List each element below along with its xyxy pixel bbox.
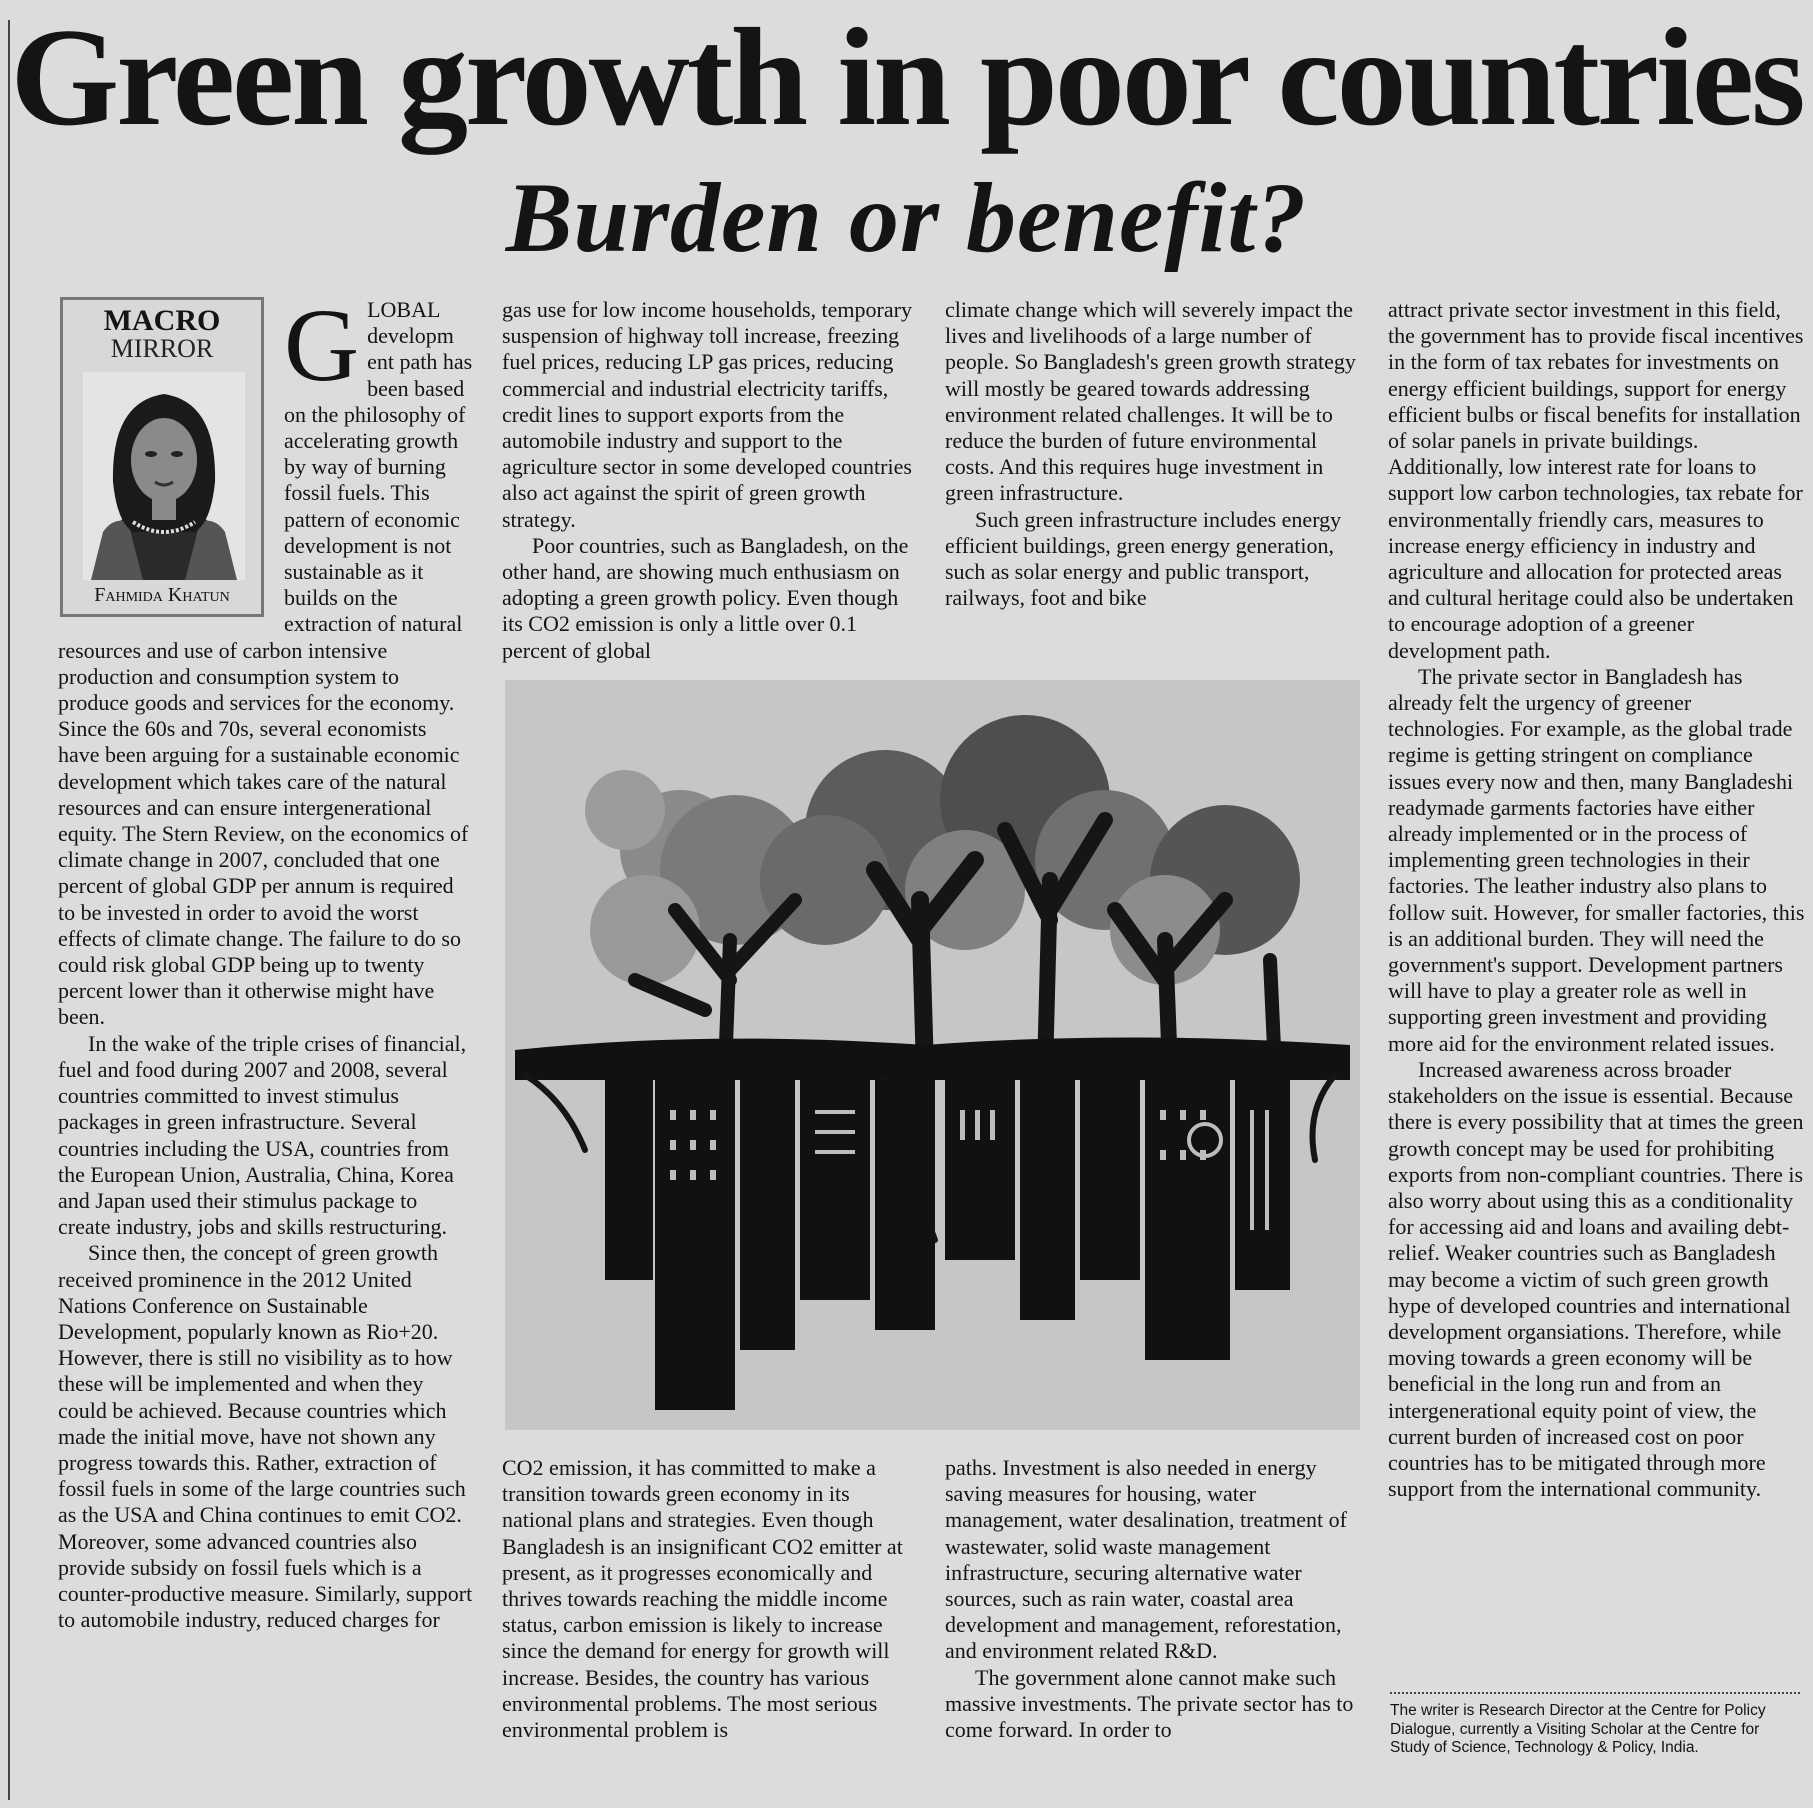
col4-paragraph-3: Increased awareness across broader stakeholders on the issue is essential. Because there is every possibility that at times the green growth concept may be used for prohibiting exports from non-compliant countries. There is also worry about using this as a conditionality for accessing aid and loans and availing debt-relief. Weaker countries such as Bangladesh may become a victim of such green growth hype of developed countries and international development organsiations. Therefore, while moving towards a green economy will be beneficial in the long run and from an intergenerational equity point of view, the current burden of increased cost on poor countries has to be mitigated through more support from the international community.: [1388, 1056, 1804, 1502]
col4-paragraph-2: The private sector in Bangladesh has already felt the urgency of greener technologies. For example, as the global trade regime is getting stringent on compliance issues every now and then, many Bangladeshi readymade garments factories have either already implemented or in the process of implementing green technologies in their factories. The leather industry also plans to follow suit. However, for smaller factories, this is an additional burden. They will need the government's support. Development partners will have to play a greater role as well in supporting green investment and providing more aid for the environment related issues.: [1388, 663, 1805, 1056]
col3-bottom-paragraph-2: The government alone cannot make such massive investments. The private sector has to come forward. In order to: [945, 1664, 1354, 1743]
left-column-rule: [8, 20, 10, 1800]
column-3-bottom: [945, 1455, 1365, 1743]
writer-note-divider: [1390, 1692, 1800, 1694]
col3-top-paragraph-2: Such green infrastructure includes energy efficient buildings, green energy generation, such as solar energy and public transport, railways, foot and bike: [945, 506, 1342, 611]
column-2-top: [502, 297, 922, 664]
col1-paragraph-3: Since then, the concept of green growth received prominence in the 2012 United Nations Conference on Sustainable Development, popularly known as Rio+20. However, there is still no visibility as to how these will be implemented and when they could be achieved. Because countries which made the initial move, have not shown any progress towards this. Rather, extraction of fossil fuels in some of the large countries such as the USA and China continues to emit CO2. Moreover, some advanced countries also provide subsidy on fossil fuels which is a counter-productive measure. Similarly, support to automobile industry, reduced charges for: [58, 1240, 473, 1633]
drop-cap: G: [284, 288, 360, 403]
headline: Green growth in poor countries: [10, 0, 1803, 155]
column-2-bottom: [502, 1455, 922, 1743]
illustration-trees-and-city: [505, 680, 1360, 1430]
byline-float-spacer: [58, 297, 284, 617]
column-1: [58, 288, 473, 1633]
author-name: Fahmida Khatun: [94, 584, 230, 606]
col4-paragraph-1: attract private sector investment in this field, the government has to provide fiscal incentives in the form of tax rebates for investments on energy efficient buildings, support for energy efficient bulbs or fiscal benefits for installation of solar panels in private buildings. Additionally, low interest rate for loans to support low carbon technologies, tax rebate for environmentally friendly cars, measures to increase energy efficiency in industry and agriculture and allocation for protected areas and cultural heritage could also be undertaken to encourage adoption of a greener development path.: [1388, 297, 1804, 663]
col1-paragraph-2: In the wake of the triple crises of financial, fuel and food during 2007 and 2008, several countries committed to invest stimulus packages in green infrastructure. Several countries including the USA, countries from the European Union, Australia, China, Korea and Japan used their stimulus package to create industry, jobs and skills restructuring.: [58, 1030, 467, 1240]
trees-over-inverted-city-illustration: [505, 680, 1360, 1430]
column-title: MACRO: [103, 304, 221, 337]
column-4: [1388, 297, 1806, 1502]
writer-note: The writer is Research Director at the Centre for Policy Dialogue, currently a Visiting Scholar at the Centre for Study of Science, Technology & Policy, India.: [1390, 1702, 1766, 1756]
subheadline: Burden or benefit?: [505, 162, 1308, 273]
col2-top-paragraph-1: gas use for low income households, temporary suspension of highway toll increase, freezing fuel prices, reducing LP gas prices, reducing commercial and industrial electricity tariffs, credit lines to support exports from the automobile industry and support to the agriculture sector in some developed countries also act against the spirit of green growth strategy.: [502, 297, 912, 532]
col2-bottom-paragraph: CO2 emission, it has committed to make a transition towards green economy in its national plans and strategies. Even though Bangladesh is an insignificant CO2 emitter at present, as it progresses economically and thrives towards reaching the middle income status, carbon emission is likely to increase since the demand for energy for growth will increase. Besides, the country has various environmental problems. The most serious environmental problem is: [502, 1455, 903, 1743]
col2-top-paragraph-2: Poor countries, such as Bangladesh, on the other hand, are showing much enthusiasm on adopting a green growth policy. Even though its CO2 emission is only a little over 0.1 percent of global: [502, 532, 909, 663]
col3-bottom-paragraph-1: paths. Investment is also needed in energy saving measures for housing, water management, water desalination, treatment of wastewater, solid waste management infrastructure, securing alternative water sources, such as rain water, coastal area development and management, reforestation, and environment related R&D.: [945, 1455, 1347, 1664]
col3-top-paragraph-1: climate change which will severely impact the lives and livelihoods of a large number of people. So Bangladesh's green growth strategy will mostly be geared towards addressing environment related challenges. It will be to reduce the burden of future environmental costs. And this requires huge investment in green infrastructure.: [945, 297, 1356, 506]
col1-lead-paragraph: LOBAL developm ent path has been based on the philosophy of accelerating growth by way of burning fossil fuels. This pattern of economic development is not sustainable as it builds on the extraction of natural resources and use of carbon intensive production and consumption system to produce goods and services for the economy. Since the 60s and 70s, several economists have been arguing for a sustainable economic development which takes care of the natural resources and can ensure intergenerational equity. The Stern Review, on the economics of climate change in 2007, concluded that one percent of global GDP per annum is required to be invested in order to avoid the worst effects of climate change. The failure to do so could risk global GDP being up to twenty percent lower than it otherwise might have been.: [58, 297, 473, 1030]
column-subtitle: MIRROR: [110, 334, 214, 363]
column-3-top: [945, 297, 1365, 611]
